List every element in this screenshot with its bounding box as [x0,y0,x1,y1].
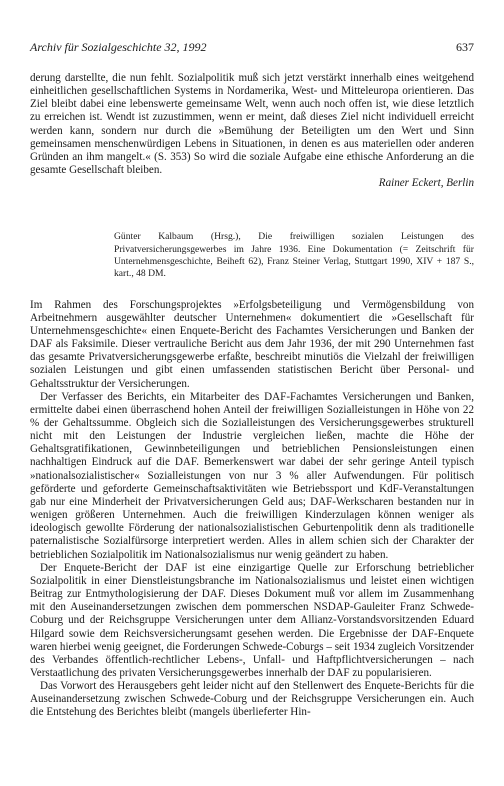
review-citation: Günter Kalbaum (Hrsg.), Die freiwilligen sozialen Leistungen des Privatversicherungsgewerbes im Jahre 1936. Eine Dokumentation (= Zeitschrift für Unternehmensgeschichte, Beiheft 62), Franz Steiner Verlag, Stuttgart 1990, XIV + 187 S., kart., 48 DM. [114,231,474,280]
review-paragraph: Der Enquete-Bericht der DAF ist eine einzigartige Quelle zur Erforschung betrieblicher Sozialpolitik in einer Dienstleistungsbranche im Nationalsozialismus und leistet einen wichtigen Beitrag zur Entmythologisierung der DAF. Dieses Dokument muß vor allem im Zusammenhang mit den Auseinandersetzungen zwischen dem pommerschen NSDAP-Gauleiter Franz Schwede-Coburg und der Reichsgruppe Versicherungen unter dem Allianz-Vorstandsvorsitzenden Eduard Hilgard sowie dem Reichsversicherungsamt gesehen werden. Die Ergebnisse der DAF-Enquete waren hierbei wenig geeignet, die Forderungen Schwede-Coburgs – seit 1934 zugleich Vorsitzender des Verbandes öffentlich-rechtlicher Lebens-, Unfall- und Haftpflichtversicherungen – nach Verstaatlichung des privaten Versicherungsgewerbes innerhalb der DAF zu popularisieren. [30,561,474,679]
previous-review-author: Rainer Eckert, Berlin [378,177,474,190]
review-paragraph: Im Rahmen des Forschungsprojektes »Erfolgsbeteiligung und Vermögensbildung von Arbeitnehmern ausgewählter deutscher Unternehmen« dokumentiert die »Gesellschaft für Unternehmensgeschichte« einen Enquete-Bericht des Fachamtes Versicherungen und Banken der DAF als Faksimile. Dieser vertrauliche Bericht aus dem Jahr 1936, der mit 290 Unternehmen fast das gesamte Privatversicherungsgewerbe erfaßte, beschreibt minutiös die Vielzahl der freiwilligen sozialen Leistungen und gibt einen umfassenden statistischen Bericht über Personal- und Gehaltsstruktur der Versicherungen. [30,298,474,390]
review-paragraph: Das Vorwort des Herausgebers geht leider nicht auf den Stellenwert des Enquete-Berichts für die Auseinandersetzung zwischen Schwede-Coburg und der Reichsgruppe Versicherungen ein. Auch die Entstehung des Berichtes bleibt (mangels überlieferter Hin- [30,680,474,719]
review-citation-block [114,231,474,280]
page-number: 637 [456,40,474,54]
previous-review-text: derung darstellte, die nun fehlt. Sozialpolitik muß sich jetzt verstärkt innerhalb eines weitgehend einheitlichen gesellschaftlichen Systems in Nordamerika, West- und Mitteleuropa orientieren. Das Ziel bleibt dabei eine lebenswerte gemeinsame Welt, wenn auch noch offen ist, wie diese letztlich zu erreichen ist. Wendt ist zuzustimmen, wenn er meint, daß dieses Ziel nicht individuell erreicht werden kann, sondern nur durch die »Bemühung der Beteiligten um den Wert und Sinn gemeinsamen menschenwürdigen Lebens in Situationen, in denen es aus materiellen oder anderen Gründen an ihm mangelt.« (S. 353) So wird die soziale Aufgabe eine ethische Anforderung an die gesamte Gesellschaft bleiben. [30,72,474,177]
journal-title: Archiv für Sozialgeschichte 32, 1992 [30,40,207,54]
review-paragraph: Der Verfasser des Berichts, ein Mitarbeiter des DAF-Fachamtes Versicherungen und Banken, ermittelte dabei einen überraschend hohen Anteil der freiwilligen Sozialleistungen in Höhe von 22 % der Gehaltssumme. Obgleich sich die Sozialleistungen des Versicherungsgewerbes strukturell nicht mit den Leistungen der Industrie vergleichen ließen, machte die Höhe der Gehaltsgratifikationen, Gewinnbeteiligungen und betrieblichen Pensionsleistungen einen nachhaltigen Eindruck auf die DAF. Bemerkenswert war dabei der sehr geringe Anteil typisch »nationalsozialistischer« Sozialleistungen von nur 3 % aller Aufwendungen. Für politisch geförderte und geforderte Gemeinschaftsaktivitäten wie Betriebssport und KdF-Veranstaltungen gab nur eine Minderheit der Privatversicherungen Geld aus; DAF-Werkscharen bestanden nur in wenigen größeren Unternehmen. Auch die freiwilligen Kinderzulagen können weniger als ideologisch gewollte Förderung der nationalsozialistischen Geburtenpolitik denn als traditionelle paternalistische Sozialfürsorge interpretiert werden. Alles in allem schien sich der Charakter der betrieblichen Sozialpolitik im Nationalsozialismus nur wenig geändert zu haben. [30,390,474,561]
running-head [30,40,474,54]
document-page [30,40,474,720]
